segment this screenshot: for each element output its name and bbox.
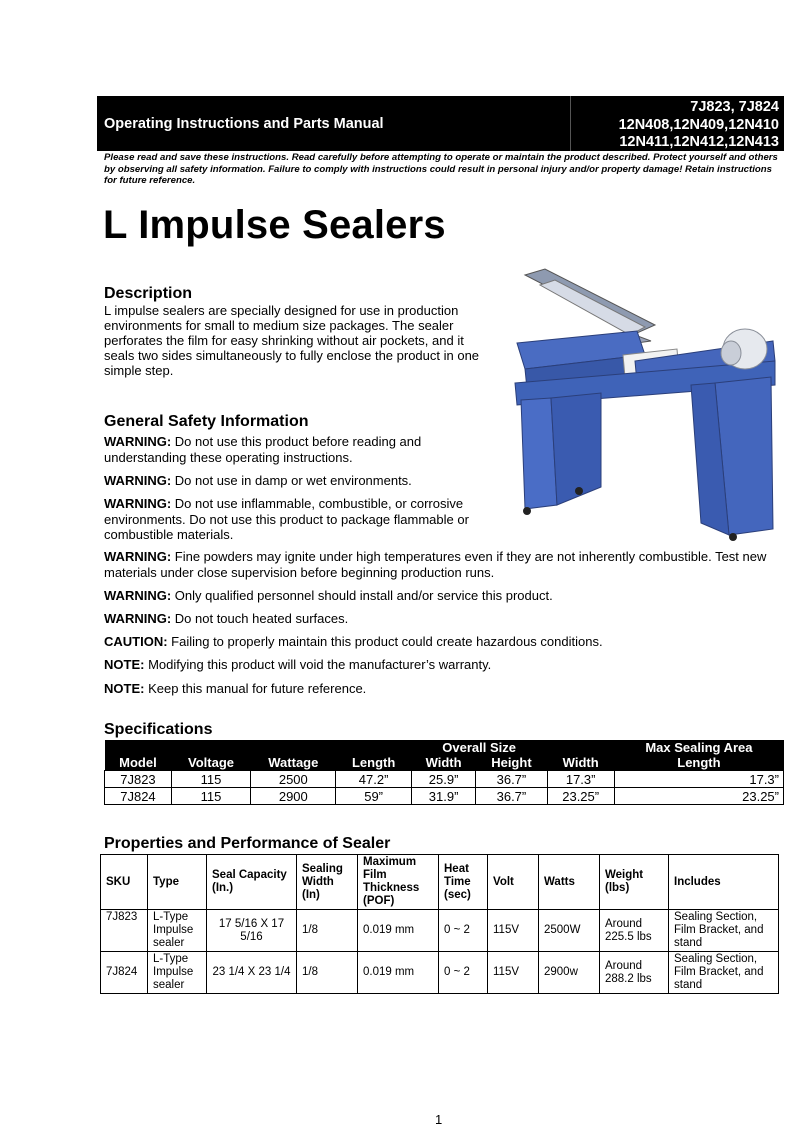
table-cell: 1/8 (297, 952, 358, 994)
table-cell: 23 1/4 X 23 1/4 (207, 952, 297, 994)
table-cell: 23.25” (614, 788, 783, 805)
spec-group-header-row (105, 740, 784, 755)
safety-notice: Please read and save these instructions. Read carefully before attempting to operate or maintain the product described. Protect yourself and others by observing all safety information. Failure to comply with instructions could result in personal injury and/or property damage! Retain instructions for future reference. (104, 152, 778, 186)
properties-heading: Properties and Performance of Sealer (104, 835, 391, 852)
column-header: Voltage (171, 755, 250, 771)
column-header: Sealing Width (In) (297, 855, 358, 910)
table-cell: L-Type Impulse sealer (148, 952, 207, 994)
table-cell: 0.019 mm (358, 910, 439, 952)
table-cell: 36.7” (476, 771, 547, 788)
properties-table (100, 854, 779, 994)
model-line: 7J823, 7J824 (690, 99, 779, 115)
model-line: 12N408,12N409,12N410 (618, 116, 779, 133)
table-cell: 0.019 mm (358, 952, 439, 994)
description-heading: Description (104, 285, 193, 302)
max-sealing-area-group: Max Sealing Area (614, 740, 783, 755)
safety-heading: General Safety Information (104, 413, 309, 430)
safety-item: WARNING: Fine powders may ignite under high temperatures even if they are not inherently combustible. Test new materials under close supervision before beginning production runs. (104, 549, 767, 580)
model-numbers (579, 99, 779, 152)
safety-item: NOTE: Modifying this product will void the manufacturer’s warranty. (104, 657, 492, 672)
table-cell: 115V (488, 952, 539, 994)
table-cell: 7J824 (101, 952, 148, 994)
table-cell: 115V (488, 910, 539, 952)
table-row (105, 788, 784, 805)
model-line: 12N411,12N412,12N413 (619, 134, 779, 150)
table-row (105, 771, 784, 788)
table-cell: 1/8 (297, 910, 358, 952)
table-cell: 7J823 (105, 771, 172, 788)
column-header: Weight (lbs) (600, 855, 669, 910)
safety-item: WARNING: Do not touch heated surfaces. (104, 611, 349, 626)
table-cell: 0 ~ 2 (439, 910, 488, 952)
column-header: Width (411, 755, 476, 771)
description-text: L impulse sealers are specially designed for use in production environments for small to medium size packages. The sealer perforates the film for easy shrinking without air pockets, and it seals two sides simultaneously to fully enclose the product in one simple step. (104, 303, 480, 378)
table-cell: 7J823 (101, 910, 148, 952)
table-cell: 17.3” (547, 771, 614, 788)
safety-item: WARNING: Only qualified personnel should install and/or service this product. (104, 588, 553, 603)
table-cell: 17 5/16 X 17 5/16 (207, 910, 297, 952)
safety-item: WARNING: Do not use this product before reading and understanding these operating instructions. (104, 434, 422, 465)
l-sealer-product-image (505, 265, 783, 550)
column-header: Includes (669, 855, 779, 910)
table-cell: 115 (171, 771, 250, 788)
table-cell: 59” (336, 788, 411, 805)
page-number: 1 (435, 1112, 443, 1127)
spec-header-row (105, 755, 784, 771)
table-cell: 0 ~ 2 (439, 952, 488, 994)
column-header: Model (105, 755, 172, 771)
column-header: Volt (488, 855, 539, 910)
table-cell: Sealing Section, Film Bracket, and stand (669, 910, 779, 952)
table-cell: 47.2” (336, 771, 411, 788)
column-header: Type (148, 855, 207, 910)
safety-item: NOTE: Keep this manual for future reference. (104, 681, 367, 696)
table-cell: Around 225.5 lbs (600, 910, 669, 952)
table-cell: 2500 (251, 771, 336, 788)
table-cell: 115 (171, 788, 250, 805)
specifications-table (104, 740, 784, 805)
header-divider (570, 96, 571, 151)
page-title: L Impulse Sealers (103, 203, 446, 247)
table-cell: Sealing Section, Film Bracket, and stand (669, 952, 779, 994)
safety-item: WARNING: Do not use inflammable, combustible, or corrosive environments. Do not use this product to package flammable or combustible materials. (104, 496, 469, 542)
table-cell: L-Type Impulse sealer (148, 910, 207, 952)
table-row (101, 952, 779, 994)
table-cell: Around 288.2 lbs (600, 952, 669, 994)
column-header: Length (614, 755, 783, 771)
manual-type-title: Operating Instructions and Parts Manual (104, 116, 384, 132)
properties-header-row (101, 855, 779, 910)
safety-item: WARNING: Do not use in damp or wet environments. (104, 473, 412, 488)
table-cell: 2900 (251, 788, 336, 805)
column-header: Length (336, 755, 411, 771)
column-header: Height (476, 755, 547, 771)
table-cell: 23.25” (547, 788, 614, 805)
table-cell: 7J824 (105, 788, 172, 805)
column-header: Seal Capacity (In.) (207, 855, 297, 910)
table-cell: 31.9” (411, 788, 476, 805)
column-header: Maximum Film Thickness (POF) (358, 855, 439, 910)
column-header: SKU (101, 855, 148, 910)
column-header: Width (547, 755, 614, 771)
column-header: Wattage (251, 755, 336, 771)
column-header: Heat Time (sec) (439, 855, 488, 910)
header-bar (97, 96, 784, 151)
table-cell: 2500W (539, 910, 600, 952)
table-row (101, 910, 779, 952)
safety-item: CAUTION: Failing to properly maintain this product could create hazardous conditions. (104, 634, 603, 649)
table-cell: 25.9” (411, 771, 476, 788)
table-cell: 2900w (539, 952, 600, 994)
specifications-heading: Specifications (104, 721, 213, 738)
table-cell: 36.7” (476, 788, 547, 805)
overall-size-group: Overall Size (411, 740, 547, 755)
column-header: Watts (539, 855, 600, 910)
table-cell: 17.3” (614, 771, 783, 788)
